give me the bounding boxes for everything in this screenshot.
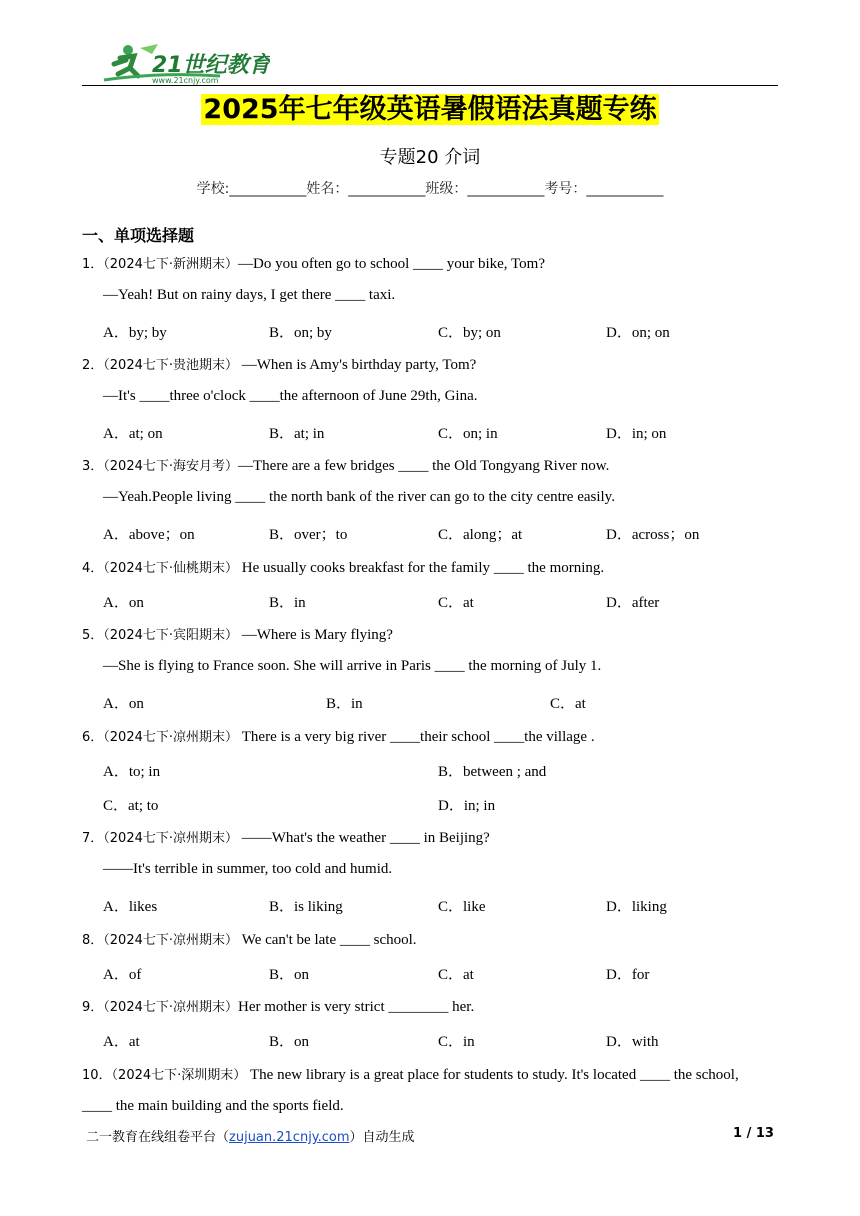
page-number: 1 / 13 — [733, 1126, 774, 1141]
q8-option-a[interactable]: A．of — [103, 967, 142, 983]
q6-option-d[interactable]: D．in; in — [438, 798, 496, 814]
q5-option-c[interactable]: C．at — [550, 696, 586, 712]
q9-option-d[interactable]: D．with — [606, 1034, 659, 1050]
section-title: 一、单项选择题 — [82, 226, 195, 245]
logo-url: www.21cnjy.com — [152, 76, 219, 85]
q8-option-b[interactable]: B．on — [269, 967, 310, 983]
question-5-line2: —She is flying to France soon. She will arrive in Paris ____ the morning of July 1. — [103, 658, 602, 674]
question-1-line2: —Yeah! But on rainy days, I get there ____ taxi. — [103, 287, 396, 303]
q2-option-d[interactable]: D．in; on — [606, 426, 667, 442]
question-2: 2．（2024七下·贵池期末） —When is Amy's birthday party, Tom? — [82, 357, 477, 373]
question-3-line2: —Yeah.People living ____ the north bank of the river can go to the city centre easily. — [103, 489, 615, 505]
question-7-line2: ——It's terrible in summer, too cold and humid. — [103, 861, 393, 877]
q4-option-c[interactable]: C．at — [438, 595, 474, 611]
q7-option-c[interactable]: C．like — [438, 899, 486, 915]
question-9: 9．（2024七下·凉州期末）Her mother is very strict ________ her. — [82, 999, 475, 1015]
q3-option-d[interactable]: D．across；on — [606, 527, 700, 543]
question-10: 10．（2024七下·深圳期末） The new library is a great place for students to study. It's located ____ the school, — [82, 1067, 739, 1083]
question-5: 5．（2024七下·宾阳期末） —Where is Mary flying? — [82, 627, 393, 643]
q1-option-a[interactable]: A．by; by — [103, 325, 167, 341]
header-rule — [82, 85, 778, 86]
footer-source: 二一教育在线组卷平台（zujuan.21cnjy.com）自动生成 — [86, 1130, 415, 1145]
question-3: 3．（2024七下·海安月考）—There are a few bridges ____ the Old Tongyang River now. — [82, 458, 610, 474]
q8-option-c[interactable]: C．at — [438, 967, 474, 983]
q1-option-c[interactable]: C．by; on — [438, 325, 501, 341]
q4-option-b[interactable]: B．in — [269, 595, 306, 611]
q3-option-a[interactable]: A．above；on — [103, 527, 195, 543]
q9-option-c[interactable]: C．in — [438, 1034, 475, 1050]
question-7: 7．（2024七下·凉州期末） ——What's the weather ____ in Beijing? — [82, 830, 490, 846]
q5-option-a[interactable]: A．on — [103, 696, 144, 712]
question-10-continuation: ____ the main building and the sports field. — [82, 1098, 344, 1114]
q4-option-d[interactable]: D．after — [606, 595, 660, 611]
footer-link[interactable]: zujuan.21cnjy.com — [229, 1130, 350, 1145]
q2-option-c[interactable]: C．on; in — [438, 426, 498, 442]
site-logo — [100, 42, 270, 86]
q1-option-b[interactable]: B．on; by — [269, 325, 332, 341]
q9-option-a[interactable]: A．at — [103, 1034, 140, 1050]
q5-option-b[interactable]: B．in — [326, 696, 363, 712]
q9-option-b[interactable]: B．on — [269, 1034, 310, 1050]
question-2-line2: —It's ____three o'clock ____the afternoon of June 29th, Gina. — [103, 388, 478, 404]
logo-text: 21世纪教育 — [152, 53, 270, 78]
q8-option-d[interactable]: D．for — [606, 967, 650, 983]
topic-title: 专题20 介词 — [379, 147, 481, 168]
q4-option-a[interactable]: A．on — [103, 595, 144, 611]
question-1: 1．（2024七下·新洲期末）—Do you often go to school ____ your bike, Tom? — [82, 256, 545, 272]
q3-option-c[interactable]: C．along；at — [438, 527, 523, 543]
question-8: 8．（2024七下·凉州期末） We can't be late ____ school. — [82, 932, 417, 948]
q2-option-a[interactable]: A．at; on — [103, 426, 163, 442]
q7-option-b[interactable]: B．is liking — [269, 899, 343, 915]
q1-option-d[interactable]: D．on; on — [606, 325, 670, 341]
q7-option-d[interactable]: D．liking — [606, 899, 667, 915]
q6-option-a[interactable]: A．to; in — [103, 764, 161, 780]
question-4: 4．（2024七下·仙桃期末） He usually cooks breakfast for the family ____ the morning. — [82, 560, 605, 576]
q2-option-b[interactable]: B．at; in — [269, 426, 325, 442]
student-info-line: 学校:___________姓名：___________班级：___________考号：___________ — [196, 181, 664, 197]
q6-option-c[interactable]: C．at; to — [103, 798, 159, 814]
q6-option-b[interactable]: B．between ; and — [438, 764, 547, 780]
q3-option-b[interactable]: B．over；to — [269, 527, 348, 543]
q7-option-a[interactable]: A．likes — [103, 899, 158, 915]
page-title: 2025年七年级英语暑假语法真题专练 — [203, 94, 657, 125]
question-6: 6．（2024七下·凉州期末） There is a very big river ____their school ____the village . — [82, 729, 595, 745]
